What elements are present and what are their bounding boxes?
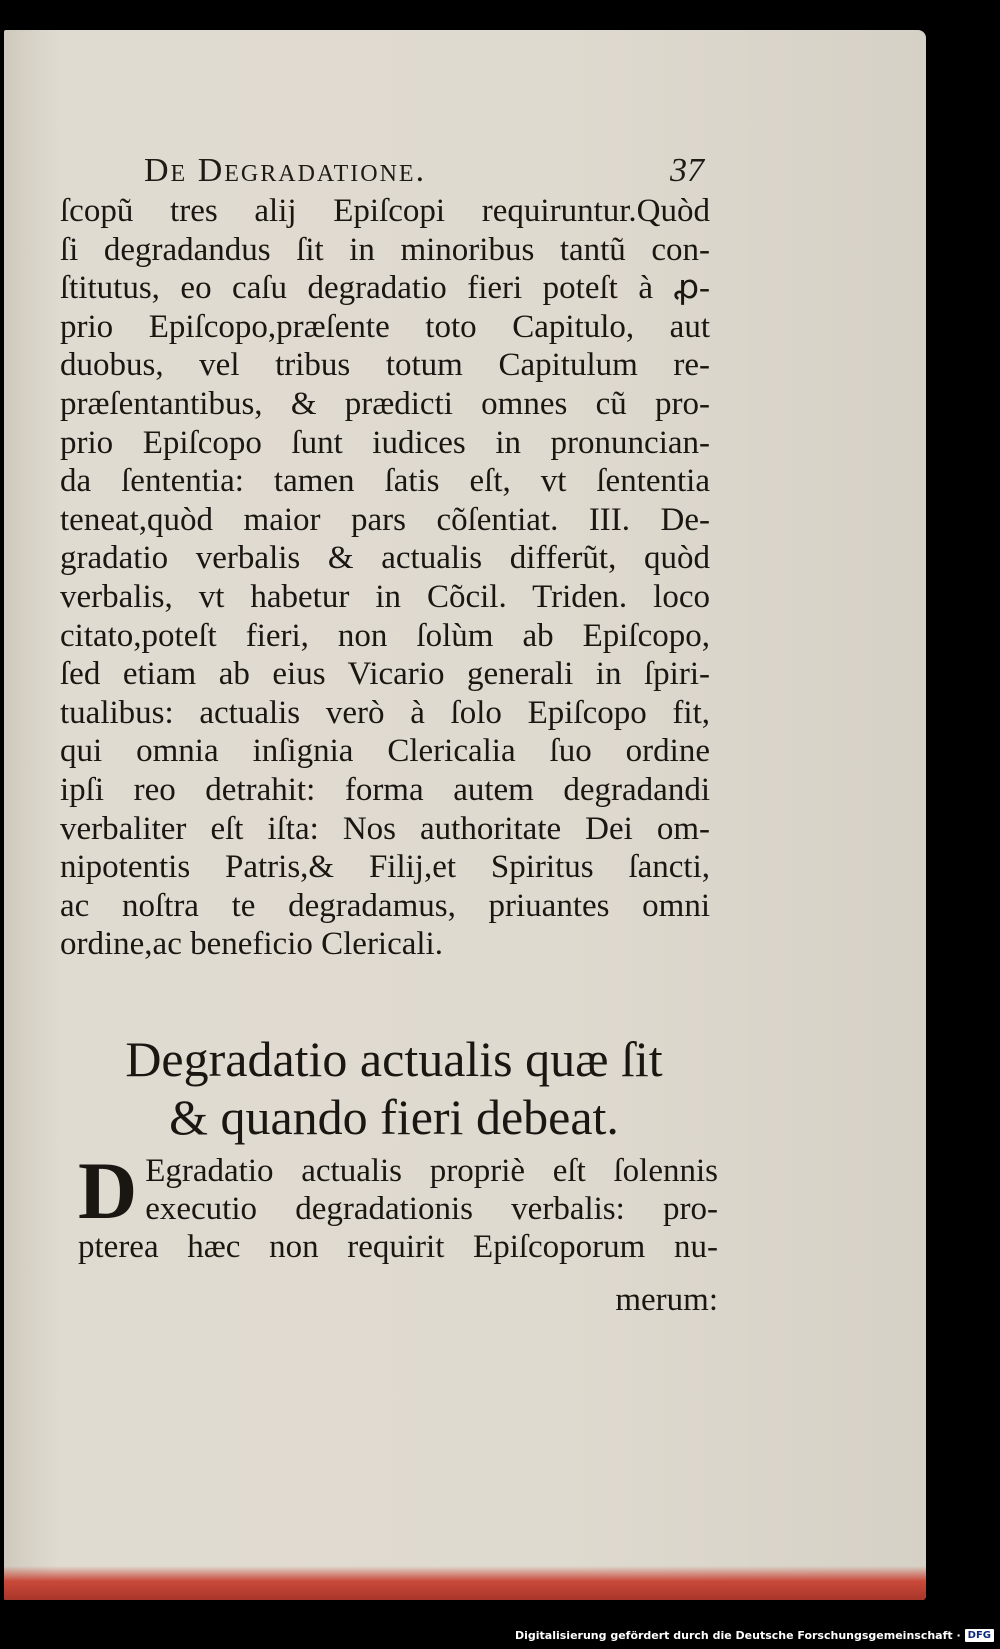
text-line: pterea hæc non requirit Epiſcoporum nu- [78, 1229, 718, 1265]
page-number: 37 [670, 152, 704, 189]
heading-line: Degradatio actualis quæ ſit [125, 1031, 663, 1087]
text-line: ſcopũ tres alij Epiſcopi requiruntur.Quòd [60, 193, 710, 229]
text-line: ſtitutus, eo caſu degradatio fieri poteſt à ꝓ- [60, 270, 710, 307]
dfg-logo-icon: DFG [965, 1629, 994, 1642]
text-line: citato,poteſt fieri, non ſolùm ab Epiſcopo, [60, 617, 710, 654]
text-line: gradatio verbalis & actualis differũt, quòd [60, 540, 710, 577]
catchword: merum: [615, 1282, 718, 1318]
heading-line: & quando fieri debeat. [169, 1089, 619, 1145]
running-head [144, 152, 704, 190]
credit-text: Digitalisierung gefördert durch die Deutsche Forschungsgemeinschaft · [514, 1628, 961, 1642]
red-page-edge [4, 1566, 926, 1600]
text-line: duobus, vel tribus totum Capitulum re- [60, 347, 710, 384]
text-line: ipſi reo detrahit: forma autem degradandi [60, 771, 710, 808]
book-page [4, 30, 926, 1600]
text-line: ordine,ac beneficio Clericali. [60, 926, 443, 963]
text-line: da ſententia: tamen ſatis eſt, vt ſententia [60, 463, 710, 500]
text-line: qui omnia inſignia Clericalia ſuo ordine [60, 733, 710, 770]
text-line: præſentantibus, & prædicti omnes cũ pro- [60, 385, 710, 422]
text-line: ac noſtra te degradamus, priuantes omni [60, 887, 710, 924]
text-line: verbaliter eſt iſta: Nos authoritate Dei om- [60, 810, 710, 847]
text-line: prio Epiſcopo,præſente toto Capitulo, aut [60, 308, 710, 345]
text-line: nipotentis Patris,& Filij,et Spiritus ſancti, [60, 849, 710, 886]
digitization-credit [515, 1627, 994, 1643]
body-paragraph [60, 192, 710, 964]
text-line: executio degradationis verbalis: pro- [145, 1191, 718, 1227]
text-line: prio Epiſcopo ſunt iudices in pronuncian- [60, 424, 710, 461]
text-line: ſed etiam ab eius Vicario generali in ſpiri- [60, 656, 710, 693]
section-heading [74, 1030, 714, 1146]
text-line: Egradatio actualis propriè eſt ſolennis [145, 1153, 718, 1189]
running-title: De Degradatione. [144, 152, 427, 189]
second-paragraph [78, 1145, 718, 1266]
text-line: tualibus: actualis verò à ſolo Epiſcopo fit, [60, 694, 710, 731]
text-line: ſi degradandus ſit in minoribus tantũ con- [60, 231, 710, 268]
text-line: teneat,quòd maior pars cõſentiat. III. De- [60, 501, 710, 538]
text-line: verbalis, vt habetur in Cõcil. Triden. loco [60, 578, 710, 615]
drop-cap-initial: D [78, 1145, 138, 1236]
